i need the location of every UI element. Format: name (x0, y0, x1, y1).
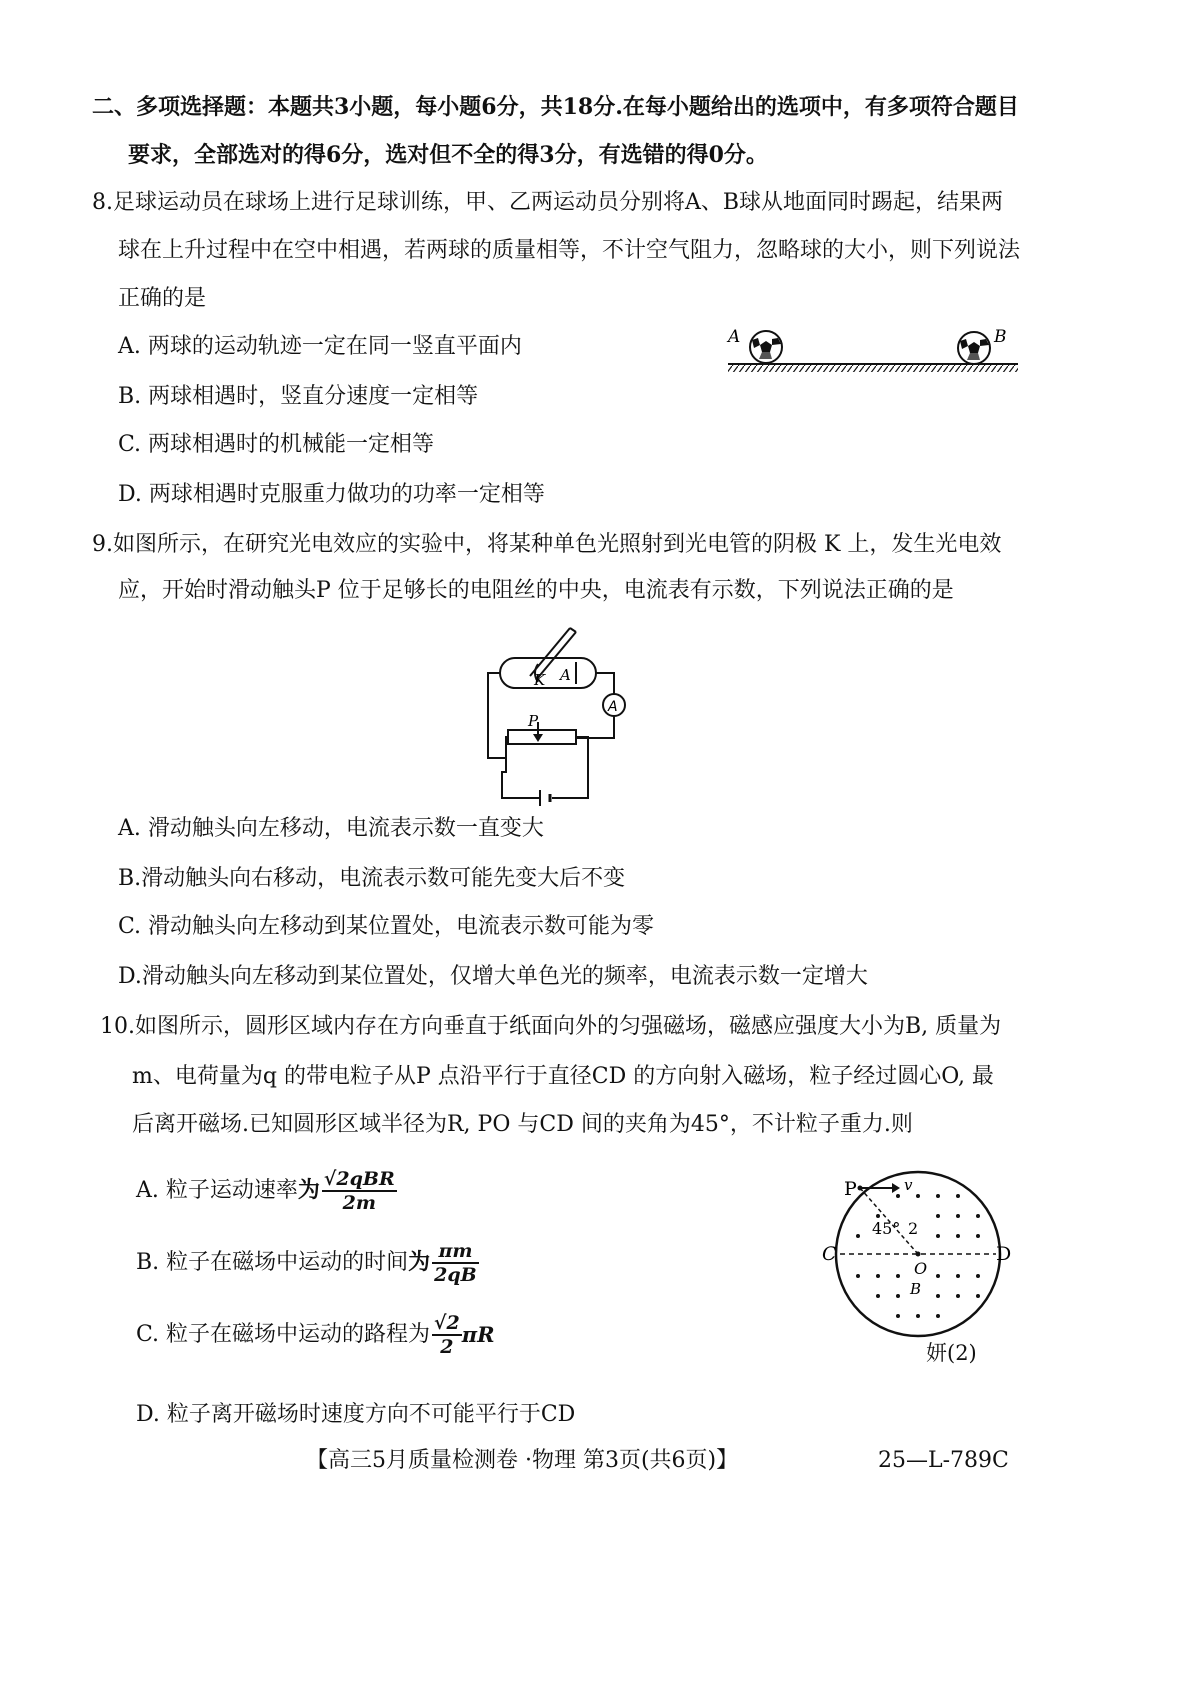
q10-option-b-text: B. 粒子在磁场中运动的时间 (136, 1250, 409, 1275)
q10-option-c[interactable] (136, 1312, 495, 1358)
q8-option-c[interactable]: C. 两球相遇时的机械能一定相等 (118, 432, 435, 457)
q9-option-c[interactable]: C. 滑动触头向左移动到某位置处，电流表示数可能为零 (118, 914, 655, 939)
q8-option-d[interactable]: D. 两球相遇时克服重力做功的功率一定相等 (118, 482, 545, 507)
q10-option-a-wei: 为 (297, 1177, 320, 1203)
q10-option-a[interactable] (136, 1168, 397, 1214)
q10-stem-line-1: 10.如图所示，圆形区域内存在方向垂直于纸面向外的匀强磁场，磁感应强度大小为B, 质量为 (100, 1014, 1002, 1039)
q8-option-b[interactable]: B. 两球相遇时，竖直分速度一定相等 (118, 384, 479, 409)
q10-stem-line-3: 后离开磁场.已知圆形区域半径为R, PO 与CD 间的夹角为45°，不计粒子重力.则 (132, 1112, 913, 1137)
q9-option-a[interactable]: A. 滑动触头向左移动，电流表示数一直变大 (118, 816, 544, 841)
label-two: 2 (908, 1219, 919, 1238)
q10-option-c-tail: πR (461, 1322, 495, 1347)
q10-option-d[interactable]: D. 粒子离开磁场时速度方向不可能平行于CD (136, 1402, 576, 1427)
q10-stem-line-2: m、电荷量为q 的带电粒子从P 点沿平行于直径CD 的方向射入磁场，粒子经过圆心O, 最 (132, 1064, 994, 1089)
label-d: D (996, 1243, 1012, 1265)
footer-title: 【高三5月质量检测卷 ·物理 第3页(共6页)】 (306, 1448, 739, 1473)
rheostat (508, 730, 576, 744)
fraction-denominator: 2m (342, 1192, 376, 1214)
magnetic-field-figure (818, 1166, 1014, 1342)
q10-option-b[interactable] (136, 1240, 479, 1286)
soccer-ball-a (750, 331, 782, 363)
q10-option-b-fraction (432, 1240, 479, 1286)
q8-stem-line-3: 正确的是 (118, 286, 207, 311)
label-a: A (728, 327, 741, 347)
left-wire (488, 673, 506, 758)
q9-stem-line-2: 应，开始时滑动触头P 位于足够长的电阻丝的中央，电流表有示数，下列说法正确的是 (118, 578, 954, 603)
q10-option-a-text: A. 粒子运动速率 (136, 1178, 298, 1203)
figure-caption: 妍(2) (926, 1341, 977, 1365)
q10-option-a-fraction (322, 1168, 397, 1214)
fraction-numerator: πm (432, 1240, 479, 1264)
q8-stem-line-1: 8.足球运动员在球场上进行足球训练，甲、乙两运动员分别将A、B球从地面同时踢起，结果两 (92, 190, 1004, 215)
label-b: B (910, 1280, 922, 1298)
label-p: P (528, 712, 539, 730)
soccer-ball-b (958, 332, 990, 364)
label-v: v (904, 1176, 913, 1194)
q8-option-a[interactable]: A. 两球的运动轨迹一定在同一竖直平面内 (118, 334, 522, 359)
section-heading: 二、多项选择题：本题共3小题，每小题6分，共18分.在每小题给出的选项中，有多项符合题目 (92, 94, 1019, 120)
q10-option-c-text: C. 粒子在磁场中运动的路程为 (136, 1322, 431, 1347)
q10-option-b-wei: 为 (408, 1249, 431, 1275)
label-o: O (914, 1259, 928, 1278)
label-angle: 45° (872, 1219, 901, 1238)
q9-option-d[interactable]: D.滑动触头向左移动到某位置处，仅增大单色光的频率，电流表示数一定增大 (118, 964, 868, 989)
q8-stem-line-2: 球在上升过程中在空中相遇，若两球的质量相等，不计空气阻力，忽略球的大小，则下列说法 (118, 238, 1021, 263)
photoelectric-circuit-figure (478, 622, 638, 808)
label-k: K (534, 671, 546, 689)
section-instructions: 要求，全部选对的得6分，选对但不全的得3分，有选错的得0分。 (128, 142, 768, 168)
q10-option-c-fraction (432, 1312, 462, 1358)
q9-option-b[interactable]: B.滑动触头向右移动，电流表示数可能先变大后不变 (118, 866, 626, 891)
fraction-numerator: √2qBR (323, 1168, 395, 1190)
label-b: B (994, 327, 1007, 347)
label-ammeter: A (608, 699, 618, 715)
footer-code: 25—L-789C (878, 1448, 1009, 1473)
fraction-denominator: 2 (440, 1336, 454, 1358)
fraction-numerator: √2 (434, 1312, 460, 1334)
q9-stem-line-1: 9.如图所示，在研究光电效应的实验中，将某种单色光照射到光电管的阴极 K 上，发生光电效 (92, 532, 1002, 557)
label-p: P (844, 1178, 857, 1200)
ground-hatch (728, 365, 1018, 372)
soccer-balls-figure (726, 326, 1026, 380)
fraction-denominator: 2qB (434, 1264, 477, 1286)
label-c: C (822, 1243, 837, 1265)
photocell-tube (500, 658, 596, 688)
label-anode: A (560, 666, 571, 684)
